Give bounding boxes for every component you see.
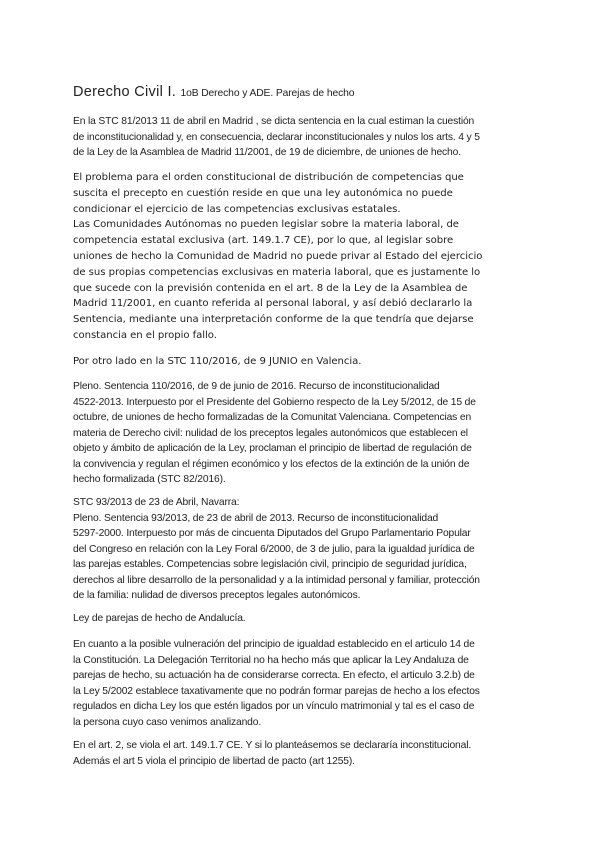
text-line: de inconstitucionalidad y, en consecuencia, declarar inconstitucionales y nulos los arts. 4 y 5: [73, 131, 480, 143]
text-line: Madrid 11/2001, en cuanto referida al personal laboral, y así debió declararlo la: [73, 298, 473, 310]
text-line: El problema para el orden constitucional de distribución de competencias que: [73, 172, 464, 183]
title-subtitle: 1oB Derecho y ADE. Parejas de hecho: [180, 88, 355, 99]
paragraph-competencias: [73, 170, 528, 344]
text-line: Pleno. Sentencia 110/2016, de 9 de junio de 2016. Recurso de inconstitucionalidad: [73, 381, 440, 392]
text-line: de la Ley de la Asamblea de Madrid 11/2001, de 19 de diciembre, de uniones de hecho.: [73, 147, 461, 158]
text-line: 4522-2013. Interpuesto por el Presidente del Gobierno respecto de la Ley 5/2012, de 15 de: [73, 396, 476, 408]
text-line: regulados en dicha Ley los que estén ligados por un vínculo matrimonial y tal es el caso de: [73, 701, 475, 712]
text-line: de la familia: nulidad de diversos preceptos legales autonómicos.: [73, 590, 361, 601]
paragraph-art-2: [73, 738, 528, 769]
text-line: derechos al libre desarrollo de la personalidad y a la intimidad personal y familiar, protección: [73, 574, 480, 586]
text-line: Por otro lado en la STC 110/2016, de 9 JUNIO en Valencia.: [73, 356, 362, 367]
text-line: suscita el precepto en cuestión reside en que una ley autonómica no puede: [73, 187, 453, 199]
text-line: octubre, de uniones de hecho formalizadas de la Comunitat Valenciana. Competencias en: [73, 412, 472, 423]
document-title: [73, 83, 533, 101]
text-line: Ley de parejas de hecho de Andalucía.: [73, 613, 246, 624]
text-line: de sus propias competencias exclusivas en materia laboral, que es justamente lo: [73, 266, 481, 278]
paragraph-stc-93-2013: [73, 495, 528, 604]
text-line: uniones de hecho la Comunidad de Madrid no puede privar al Estado del ejercicio: [73, 250, 483, 262]
text-line: la persona cuyo caso venimos analizando.: [73, 716, 262, 728]
paragraph-stc-110-2016: [73, 379, 528, 488]
text-line: condicionar el ejercicio de las competencias exclusivas estatales.: [73, 203, 401, 215]
text-line: hecho formalizada (STC 82/2016).: [73, 474, 226, 485]
text-line: competencia estatal exclusiva (art. 149.1.7 CE), por lo que, al legislar sobre: [73, 235, 454, 247]
text-line: objeto y ámbito de aplicación de la Ley, proclaman el principio de libertad de regulación de: [73, 443, 472, 454]
text-line: la Constitución. La Delegación Territorial no ha hecho más que aplicar la Ley Andaluza de: [73, 654, 469, 666]
text-line: parejas de hecho, su actuación ha de considerarse correcta. En efecto, el articulo 3.2.b) de: [73, 670, 475, 681]
text-line: la Ley 5/2002 establece taxativamente que no podrán formar parejas de hecho a los efectos: [73, 685, 480, 697]
text-line: las parejas estables. Competencias sobre legislación civil, principio de seguridad jurídica,: [73, 559, 467, 570]
text-line: que sucede con la previsión contenida en el art. 8 de la Ley de la Asamblea de: [73, 282, 468, 294]
text-line: En cuanto a la posible vulneración del principio de igualdad establecido en el articulo 14 de: [73, 639, 475, 650]
text-line: Sentencia, mediante una interpretación conforme de la que tendría que dejarse: [73, 314, 474, 326]
text-line: 5297-2000. Interpuesto por más de cincuenta Diputados del Grupo Parlamentario Popular: [73, 528, 471, 539]
title-main: Derecho Civil I.: [73, 84, 181, 100]
paragraph-andalucia-heading: [73, 611, 528, 627]
paragraph-stc-81-2013: [73, 114, 528, 161]
paragraph-stc-110-2016-intro: [73, 354, 528, 370]
text-line: del Congreso en relación con la Ley Foral 6/2000, de 3 de julio, para la igualdad jurídica de: [73, 543, 475, 555]
text-line: STC 93/2013 de 23 de Abril, Navarra:: [73, 497, 240, 508]
text-line: En el art. 2, se viola el art. 149.1.7 CE. Y si lo planteásemos se declararía inconstitucional.: [73, 740, 472, 751]
text-line: Pleno. Sentencia 93/2013, de 23 de abril de 2013. Recurso de inconstitucionalidad: [73, 512, 439, 524]
text-line: En la STC 81/2013 11 de abril en Madrid , se dicta sentencia en la cual estiman la cuestión: [73, 116, 475, 127]
text-line: constancia en el propio fallo.: [73, 329, 217, 341]
text-line: la convivencia y regulan el régimen económico y los efectos de la extinción de la unión de: [73, 458, 470, 470]
text-line: materia de Derecho civil: nulidad de los preceptos legales autonómicos que establecen el: [73, 427, 468, 439]
text-line: Además el art 5 viola el principio de libertad de pacto (art 1255).: [73, 755, 355, 767]
text-line: Las Comunidades Autónomas no pueden legislar sobre la materia laboral, de: [73, 219, 459, 231]
paragraph-igualdad: [73, 637, 528, 730]
